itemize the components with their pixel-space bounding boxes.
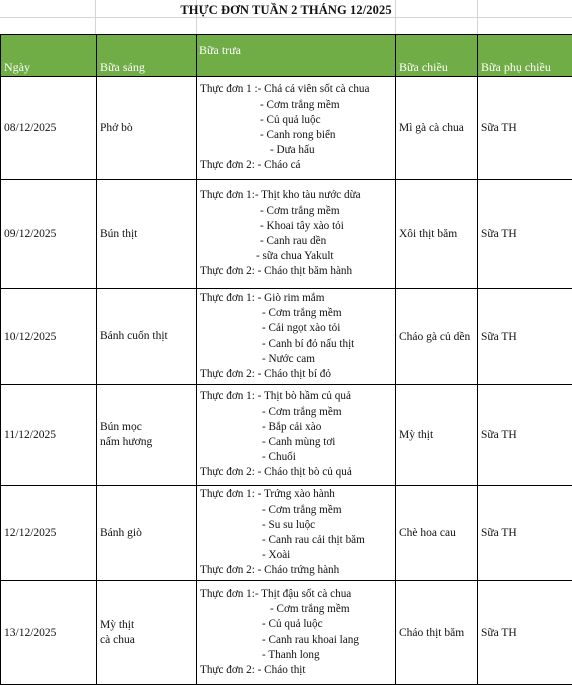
header-snack[interactable]: Bữa phụ chiều: [478, 35, 572, 77]
afternoon-cell[interactable]: Xôi thịt băm: [396, 180, 478, 289]
header-afternoon[interactable]: Bữa chiều: [396, 35, 478, 77]
lunch-line: - Khoai tây xào tỏi: [200, 219, 395, 234]
table-row: [1, 77, 572, 180]
lunch-line: Thực đơn 1: - Trứng xào hành: [200, 487, 395, 502]
lunch-line: - Cơm trắng mềm: [200, 602, 395, 617]
breakfast-line: nấm hương: [100, 435, 196, 450]
lunch-line: - Canh bí đỏ nấu thịt: [200, 337, 395, 352]
menu-table: [0, 34, 572, 685]
table-row: [1, 385, 572, 486]
breakfast-cell[interactable]: Phở bò: [97, 77, 197, 180]
lunch-line: - Cơm trắng mềm: [200, 204, 395, 219]
lunch-line: - Dưa hấu: [200, 143, 395, 158]
lunch-cell[interactable]: [197, 581, 396, 685]
breakfast-cell[interactable]: Bún thịt: [97, 180, 197, 289]
lunch-line: Thực đơn 1: - Thịt bò hầm củ quả: [200, 389, 395, 404]
lunch-cell[interactable]: [197, 77, 396, 180]
date-cell[interactable]: 10/12/2025: [1, 289, 97, 385]
afternoon-cell[interactable]: Cháo thịt băm: [396, 581, 478, 685]
lunch-line: - sữa chua Yakult: [200, 249, 395, 264]
lunch-line: - Canh mùng tơi: [200, 435, 395, 450]
lunch-line: Thực đơn 1:- Thịt kho tàu nước dừa: [200, 188, 395, 203]
table-row: [1, 581, 572, 685]
lunch-line: - Canh rong biển: [200, 128, 395, 143]
lunch-line: - Nước cam: [200, 352, 395, 367]
date-cell[interactable]: 08/12/2025: [1, 77, 97, 180]
breakfast-cell[interactable]: Bánh cuốn thịt: [97, 289, 197, 385]
lunch-line: - Củ quả luộc: [200, 113, 395, 128]
snack-cell[interactable]: Sữa TH: [478, 486, 572, 581]
snack-cell[interactable]: Sữa TH: [478, 180, 572, 289]
lunch-line: Thực đơn 2: - Cháo thịt bò củ quả: [200, 465, 395, 480]
lunch-line: Thực đơn 1:- Thịt đậu sốt cà chua: [200, 587, 395, 602]
snack-cell[interactable]: Sữa TH: [478, 385, 572, 486]
lunch-line: - Cơm trắng mềm: [200, 503, 395, 518]
lunch-line: Thực đơn 2: - Cháo thịt bí đỏ: [200, 367, 395, 382]
lunch-line: - Xoài: [200, 548, 395, 563]
breakfast-line: cà chua: [100, 633, 196, 648]
menu-title: THỰC ĐƠN TUẦN 2 THÁNG 12/2025: [0, 3, 572, 18]
lunch-line: - Củ quả luộc: [200, 617, 395, 632]
lunch-line: Thực đơn 1 :- Chả cá viên sốt cà chua: [200, 82, 395, 97]
lunch-cell[interactable]: [197, 289, 396, 385]
breakfast-line: Bún mọc: [100, 420, 196, 435]
lunch-line: - Cơm trắng mềm: [200, 98, 395, 113]
snack-cell[interactable]: Sữa TH: [478, 77, 572, 180]
lunch-line: - Chuối: [200, 450, 395, 465]
lunch-line: - Canh rau dền: [200, 234, 395, 249]
lunch-line: - Bắp cải xào: [200, 420, 395, 435]
lunch-line: - Su su luộc: [200, 518, 395, 533]
lunch-line: Thực đơn 1: - Giò rim mắm: [200, 291, 395, 306]
lunch-cell[interactable]: [197, 385, 396, 486]
breakfast-cell[interactable]: [97, 581, 197, 685]
date-cell[interactable]: 12/12/2025: [1, 486, 97, 581]
lunch-line: - Thanh long: [200, 648, 395, 663]
header-lunch[interactable]: Bữa trưa: [197, 35, 396, 77]
date-cell[interactable]: 09/12/2025: [1, 180, 97, 289]
lunch-line: - Canh rau cải thịt băm: [200, 533, 395, 548]
afternoon-cell[interactable]: Mì gà cà chua: [396, 77, 478, 180]
afternoon-cell[interactable]: Cháo gà củ dền: [396, 289, 478, 385]
snack-cell[interactable]: Sữa TH: [478, 289, 572, 385]
breakfast-line: Mỳ thịt: [100, 618, 196, 633]
lunch-line: Thực đơn 2: - Cháo cá: [200, 158, 395, 173]
afternoon-cell[interactable]: Mỳ thịt: [396, 385, 478, 486]
lunch-cell[interactable]: [197, 180, 396, 289]
date-cell[interactable]: 11/12/2025: [1, 385, 97, 486]
breakfast-cell[interactable]: Bánh giò: [97, 486, 197, 581]
lunch-line: - Cải ngọt xào tỏi: [200, 321, 395, 336]
lunch-line: - Cơm trắng mềm: [200, 306, 395, 321]
lunch-line: - Canh rau khoai lang: [200, 633, 395, 648]
table-row: [1, 289, 572, 385]
header-row: [1, 35, 572, 77]
lunch-line: Thực đơn 2: - Cháo thịt: [200, 663, 395, 678]
lunch-line: Thực đơn 2: - Cháo thịt băm hành: [200, 264, 395, 279]
breakfast-cell[interactable]: [97, 385, 197, 486]
snack-cell[interactable]: Sữa TH: [478, 581, 572, 685]
table-row: [1, 486, 572, 581]
date-cell[interactable]: 13/12/2025: [1, 581, 97, 685]
lunch-line: Thực đơn 2: - Cháo trứng hành: [200, 563, 395, 578]
afternoon-cell[interactable]: Chè hoa cau: [396, 486, 478, 581]
header-breakfast[interactable]: Bữa sáng: [97, 35, 197, 77]
lunch-line: - Cơm trắng mềm: [200, 405, 395, 420]
table-row: [1, 180, 572, 289]
header-day[interactable]: Ngày: [1, 35, 97, 77]
lunch-cell[interactable]: [197, 486, 396, 581]
